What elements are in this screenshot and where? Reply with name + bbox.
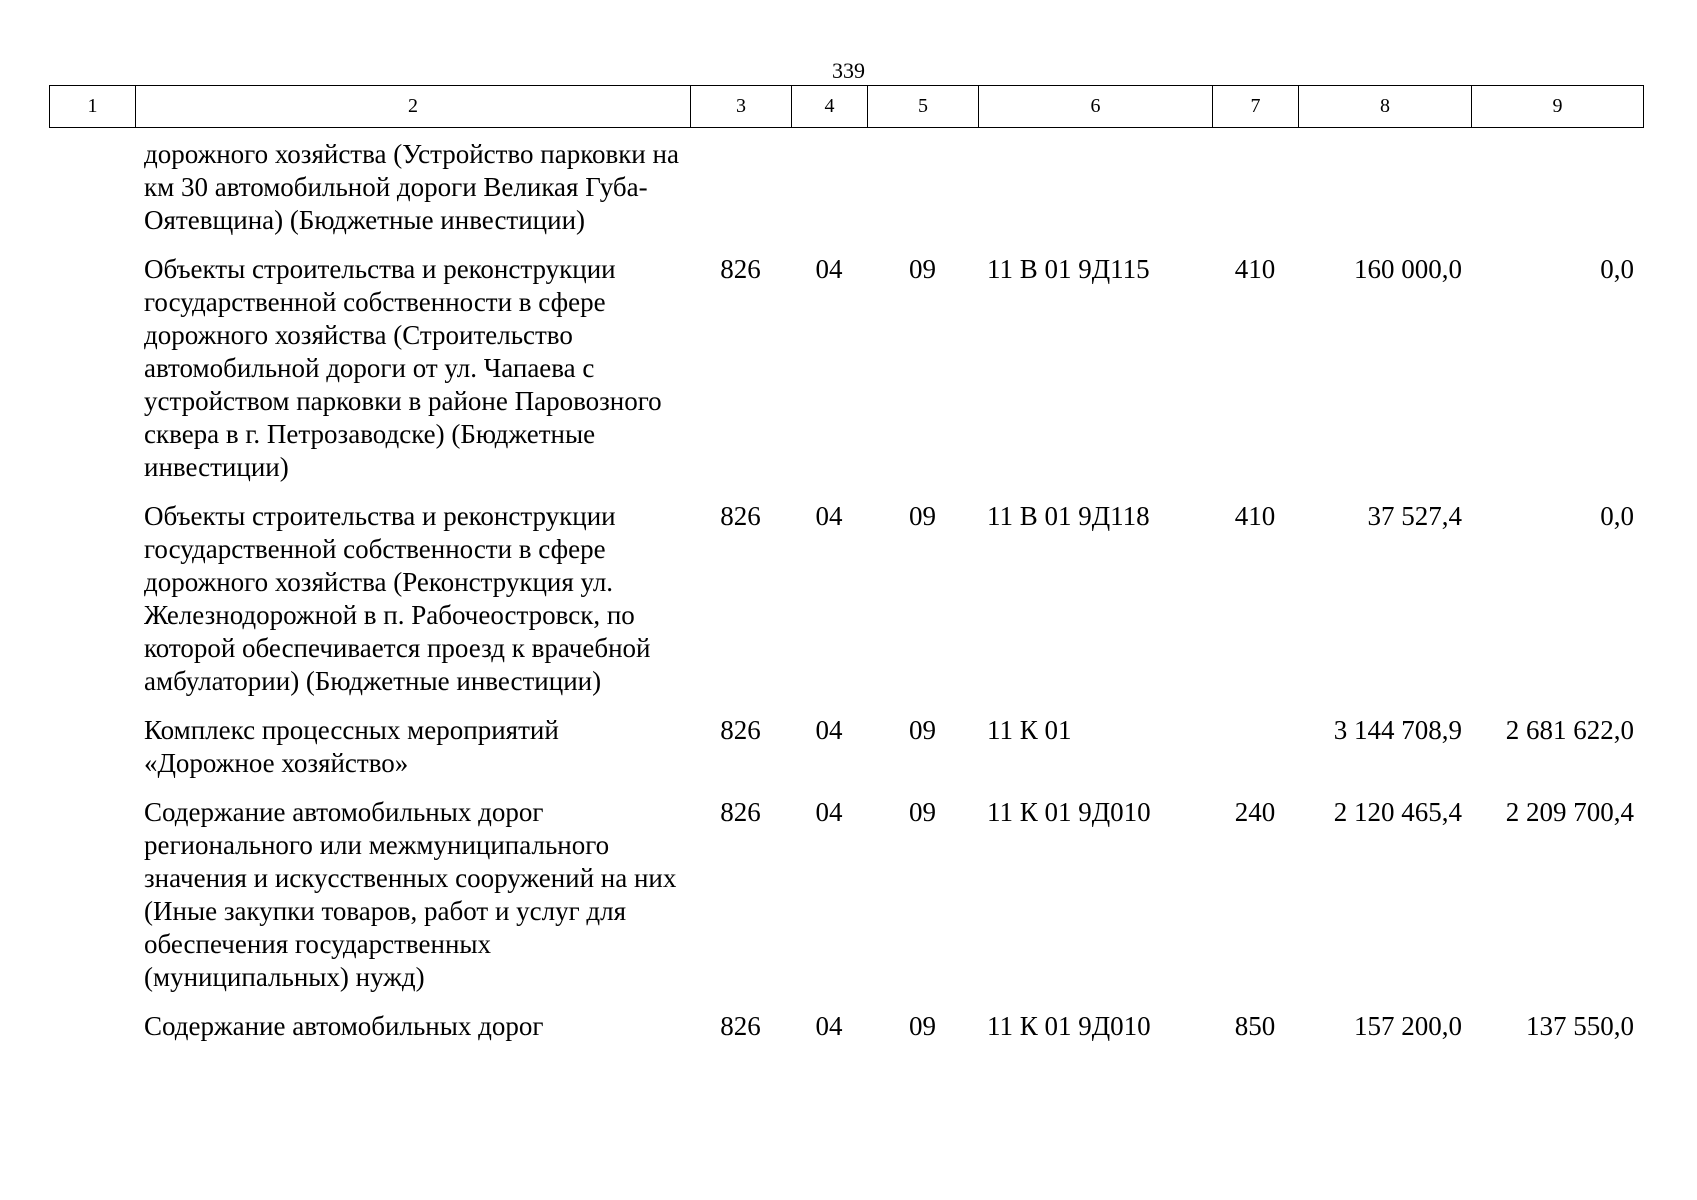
row-section: 04 xyxy=(815,715,843,745)
row-name: дорожного хозяйства (Устройство парковки на км 30 автомобильной дороги Великая Губа-Оятевщина) (Бюджетные инвестиции) xyxy=(144,139,679,235)
row-section: 04 xyxy=(815,797,843,827)
row-subsection: 09 xyxy=(909,715,936,745)
row-section: 04 xyxy=(815,1011,843,1041)
row-target-code: 11 В 01 9Д118 xyxy=(987,501,1150,531)
table-row xyxy=(49,1010,1643,1043)
row-subsection: 09 xyxy=(909,254,936,284)
row-expense-type: 410 xyxy=(1234,254,1276,284)
header-col-3: 3 xyxy=(691,86,792,128)
row-number xyxy=(49,796,135,1010)
table-row xyxy=(49,253,1643,500)
row-sum-1: 157 200,0 xyxy=(1354,1011,1462,1041)
row-sum-1: 3 144 708,9 xyxy=(1333,715,1462,745)
row-sum-2: 0,0 xyxy=(1600,501,1634,531)
row-name: Объекты строительства и реконструкции государственной собственности в сфере дорожного хозяйства (Строительство автомобильной дороги от ул. Чапаева с устройством парковки в районе Паровозного сквера в г. Петрозаводске) (Бюджетные инвестиции) xyxy=(144,254,662,482)
page-number: 339 xyxy=(832,58,865,83)
row-target-code xyxy=(978,138,1212,253)
row-target-code: 11 В 01 9Д115 xyxy=(987,254,1150,284)
row-target-code: 11 К 01 xyxy=(987,715,1072,745)
table-row xyxy=(49,714,1643,796)
header-col-9: 9 xyxy=(1472,86,1644,128)
row-sum-1: 160 000,0 xyxy=(1354,254,1462,284)
row-section: 04 xyxy=(815,254,843,284)
row-admin-code: 826 xyxy=(720,715,761,745)
header-row xyxy=(50,86,1644,128)
column-number-header xyxy=(49,85,1644,128)
row-admin-code: 826 xyxy=(720,501,761,531)
row-section: 04 xyxy=(815,501,843,531)
row-number xyxy=(49,714,135,796)
row-number xyxy=(49,253,135,500)
row-expense-type: 850 xyxy=(1234,1011,1276,1041)
row-admin-code: 826 xyxy=(720,1011,761,1041)
row-section xyxy=(791,138,867,253)
row-expense-type: 240 xyxy=(1234,797,1276,827)
row-sum-2: 0,0 xyxy=(1600,254,1634,284)
header-col-1: 1 xyxy=(50,86,136,128)
row-name: Содержание автомобильных дорог регионального или межмуниципального значения и искусственных сооружений на них (Иные закупки товаров, работ и услуг для обеспечения государственных (муниципальных) нужд) xyxy=(144,797,677,992)
header-col-2: 2 xyxy=(136,86,691,128)
budget-table xyxy=(49,138,1643,1043)
row-target-code: 11 К 01 9Д010 xyxy=(987,797,1151,827)
row-admin-code: 826 xyxy=(720,797,761,827)
row-admin-code xyxy=(690,138,791,253)
row-sum-1: 2 120 465,4 xyxy=(1333,797,1462,827)
row-sum-1: 37 527,4 xyxy=(1367,501,1462,531)
header-col-7: 7 xyxy=(1213,86,1299,128)
row-sum-2 xyxy=(1471,138,1643,253)
row-subsection xyxy=(867,138,978,253)
row-sum-1 xyxy=(1298,138,1471,253)
row-subsection: 09 xyxy=(909,501,936,531)
table-row xyxy=(49,138,1643,253)
row-number xyxy=(49,1010,135,1043)
row-target-code: 11 К 01 9Д010 xyxy=(987,1011,1151,1041)
row-expense-type xyxy=(1212,714,1298,796)
header-col-5: 5 xyxy=(868,86,979,128)
row-expense-type xyxy=(1212,138,1298,253)
header-col-6: 6 xyxy=(979,86,1213,128)
table-row xyxy=(49,500,1643,714)
row-number xyxy=(49,138,135,253)
row-subsection: 09 xyxy=(909,797,936,827)
row-subsection: 09 xyxy=(909,1011,936,1041)
row-sum-2: 2 209 700,4 xyxy=(1505,797,1634,827)
row-sum-2: 137 550,0 xyxy=(1526,1011,1634,1041)
header-col-8: 8 xyxy=(1299,86,1472,128)
row-sum-2: 2 681 622,0 xyxy=(1505,715,1634,745)
row-admin-code: 826 xyxy=(720,254,761,284)
row-name: Содержание автомобильных дорог xyxy=(144,1011,544,1041)
row-number xyxy=(49,500,135,714)
header-col-4: 4 xyxy=(792,86,868,128)
row-name: Объекты строительства и реконструкции государственной собственности в сфере дорожного хозяйства (Реконструкция ул. Железнодорожной в п. Рабочеостровск, по которой обеспечивается проезд к врачебной амбулатории) (Бюджетные инвестиции) xyxy=(144,501,651,696)
row-name: Комплекс процессных мероприятий «Дорожное хозяйство» xyxy=(144,715,559,778)
table-row xyxy=(49,796,1643,1010)
row-expense-type: 410 xyxy=(1234,501,1276,531)
